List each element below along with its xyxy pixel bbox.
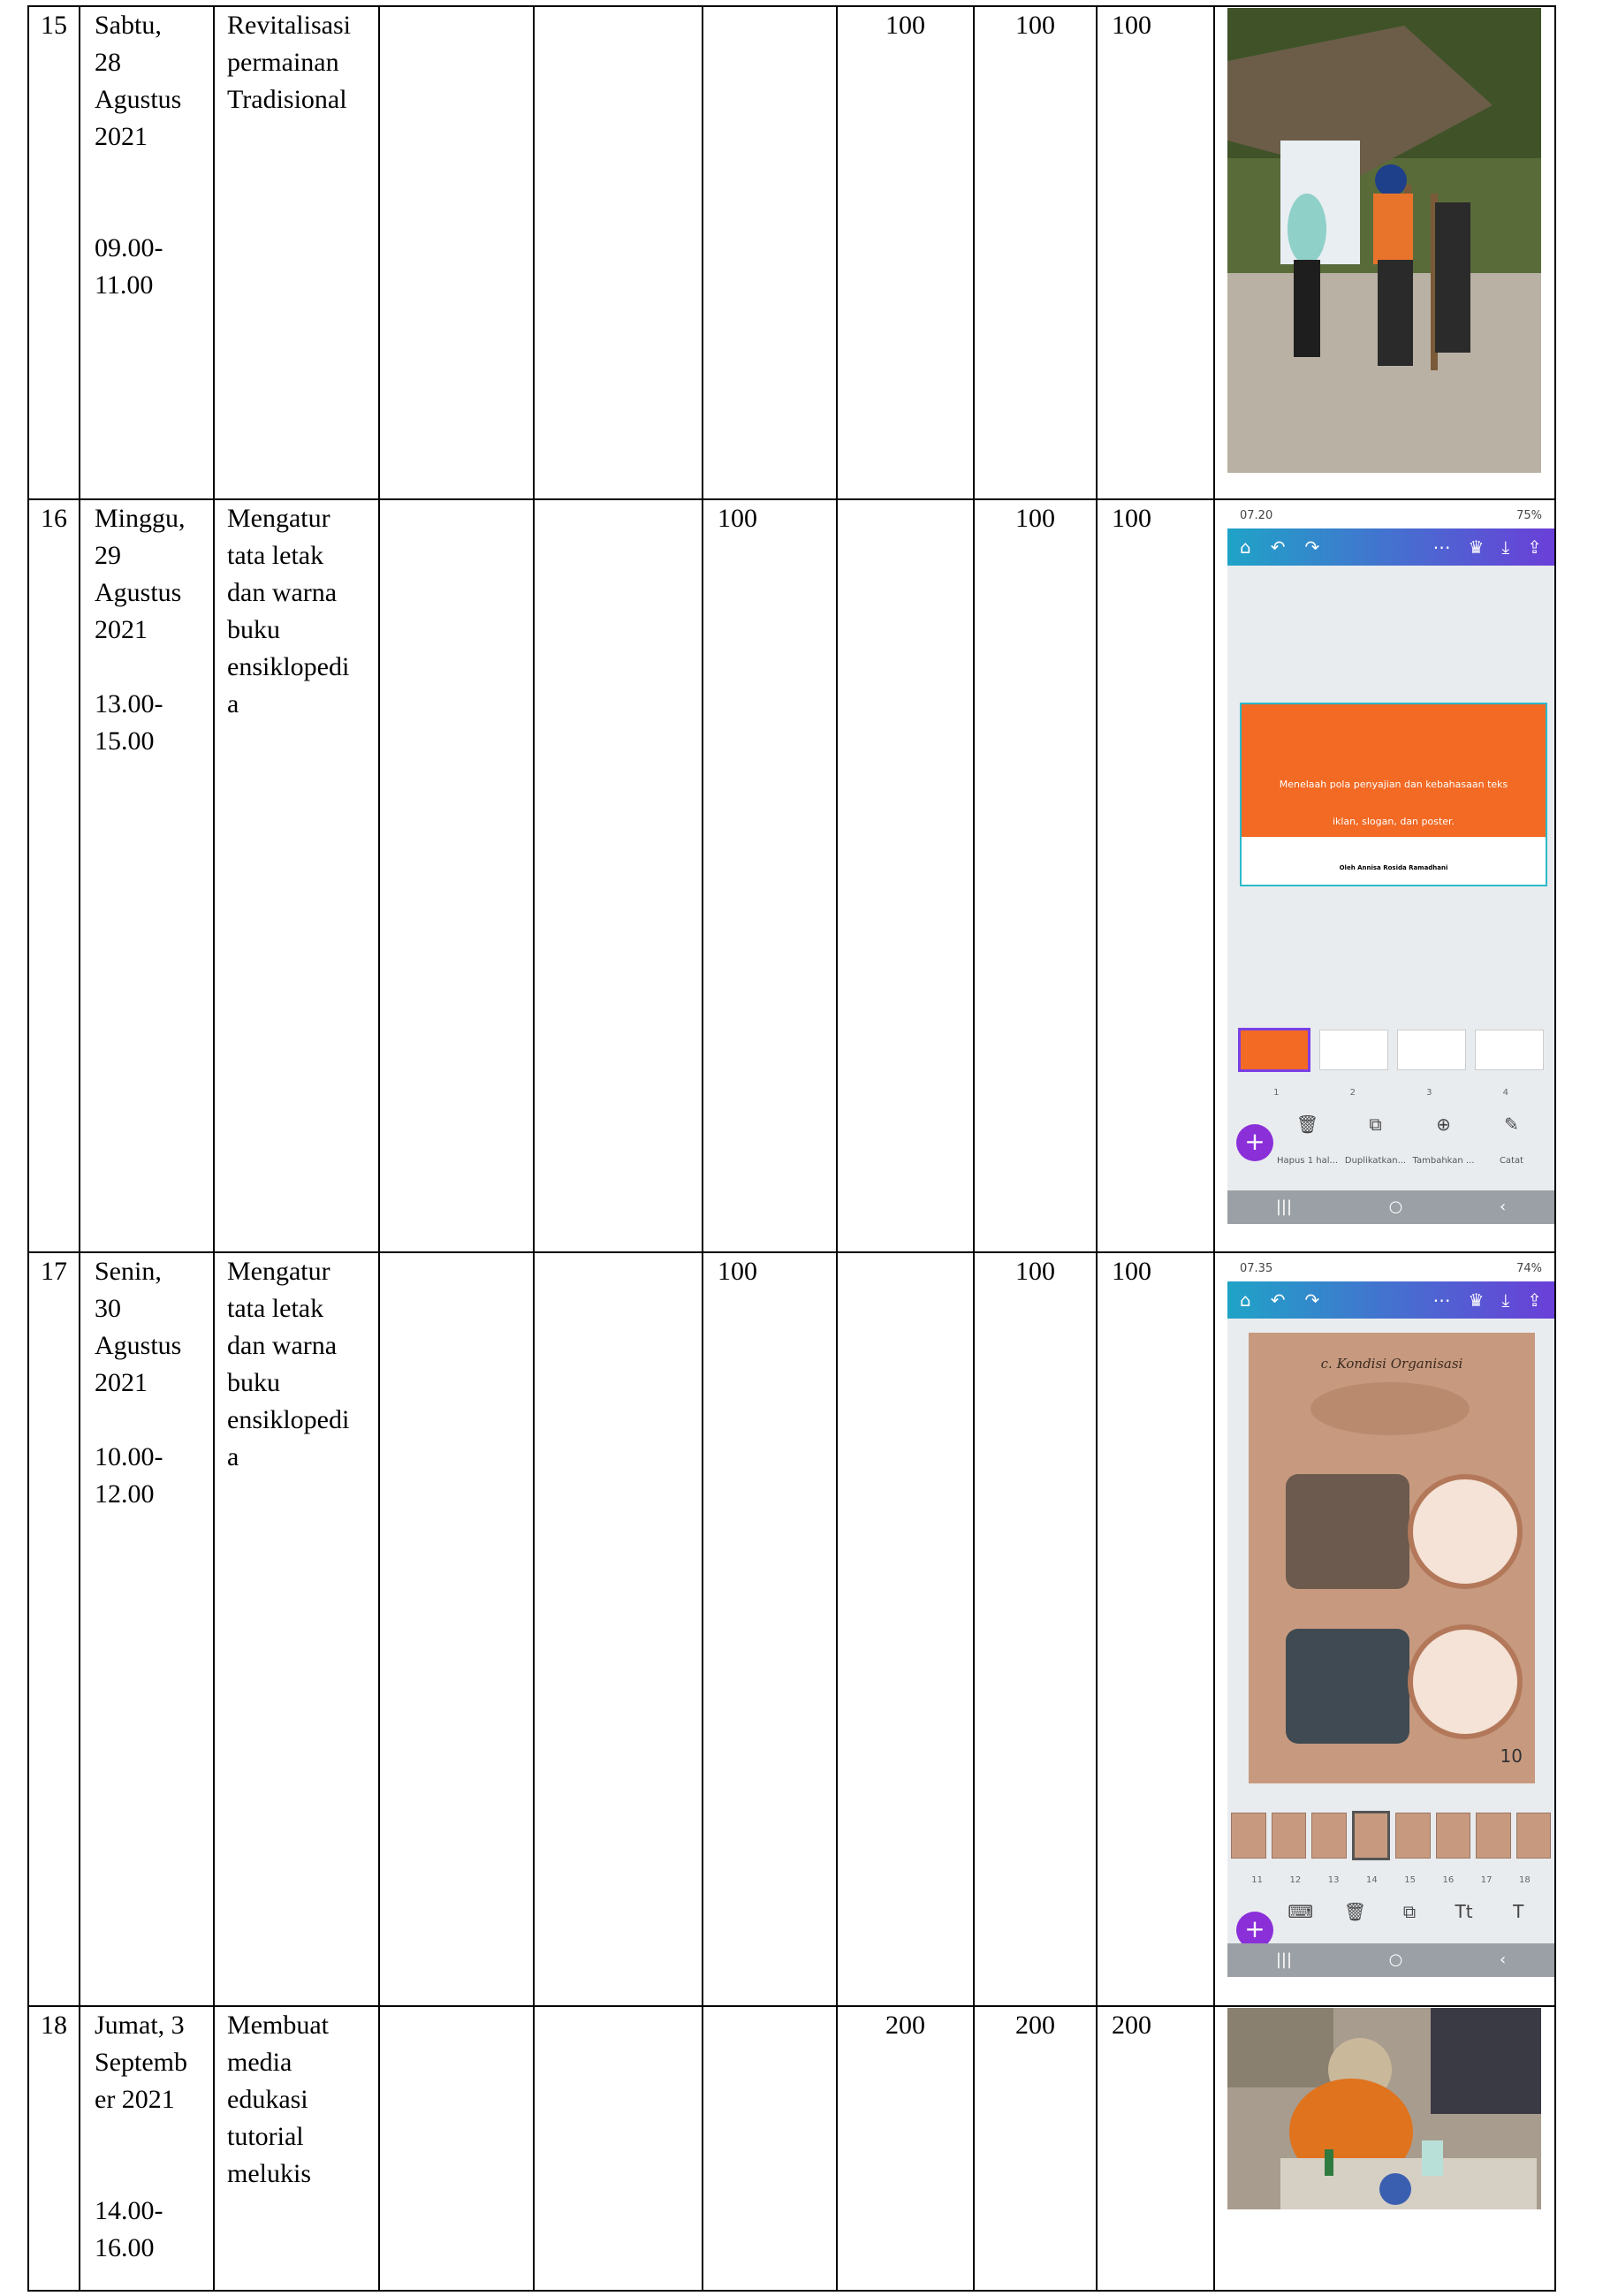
date-line: er 2021 — [95, 2085, 175, 2114]
text-circle — [1408, 1624, 1523, 1739]
page-thumbnail[interactable] — [1395, 1813, 1431, 1859]
page-thumbnail[interactable] — [1238, 1028, 1310, 1072]
value-cell — [703, 2006, 837, 2291]
slide-author: Oleh Annisa Rosida Ramadhani — [1339, 864, 1448, 871]
add-element-button[interactable]: + — [1236, 1912, 1273, 1949]
date-line: Agustus — [95, 578, 182, 607]
activity-line: edukasi — [227, 2085, 308, 2114]
date-cell — [80, 499, 214, 1252]
date-line: 28 — [95, 48, 121, 77]
value-cell: 100 — [703, 1252, 837, 2006]
event-photo — [1286, 1629, 1409, 1744]
activity-cell — [214, 1252, 379, 2006]
time-line: 16.00 — [95, 2233, 155, 2262]
download-icon[interactable]: ⤓ — [1501, 1289, 1510, 1311]
activity-line: Mengatur — [227, 504, 330, 533]
back-icon[interactable]: ‹ — [1499, 1197, 1507, 1216]
activity-line: a — [227, 689, 239, 718]
activity-line: tata letak — [227, 541, 324, 570]
page-thumbnail[interactable] — [1231, 1813, 1266, 1859]
share-icon[interactable]: ⇪ — [1527, 536, 1542, 558]
activity-line: ensiklopedi — [227, 1405, 350, 1434]
value-cell — [534, 499, 703, 1252]
documentation-cell — [1214, 1252, 1555, 2006]
date-line: Senin, — [95, 1257, 162, 1286]
activity-line: media — [227, 2048, 292, 2077]
date-line: Minggu, — [95, 504, 186, 533]
slide-title: Menelaah pola penyajian dan kebahasaan teks iklan, slogan, dan poster. — [1279, 779, 1508, 827]
row-number: 16 — [28, 499, 80, 1252]
activity-cell — [214, 6, 379, 499]
activity-line: Membuat — [227, 2011, 329, 2040]
duplicate-page-button[interactable]: ⧉ Duplikatkan... — [1341, 1106, 1409, 1180]
value-cell: 200 — [837, 2006, 974, 2291]
presentation-slide[interactable] — [1240, 703, 1547, 886]
phone-screenshot — [1227, 504, 1554, 1224]
value-cell: 100 — [1097, 6, 1214, 499]
value-cell: 100 — [1097, 1252, 1214, 2006]
add-page-button[interactable]: + — [1236, 1124, 1273, 1161]
activity-line: tutorial — [227, 2122, 304, 2151]
activity-line: buku — [227, 615, 280, 644]
phone-screenshot — [1227, 1257, 1554, 1977]
font-icon: Tt — [1455, 1901, 1473, 1922]
value-cell: 100 — [974, 499, 1097, 1252]
documentation-cell — [1214, 499, 1555, 1252]
add-button[interactable]: ⊕ Tambahkan ... — [1409, 1106, 1477, 1180]
page-thumbnails — [1227, 1025, 1554, 1075]
recents-icon[interactable]: ||| — [1275, 1950, 1293, 1969]
undo-icon[interactable]: ↶ — [1270, 536, 1286, 558]
page-numbers: 1 2 3 4 — [1273, 1088, 1508, 1098]
slide-title: c. Kondisi Organisasi — [1320, 1356, 1463, 1372]
back-icon[interactable]: ‹ — [1499, 1950, 1507, 1969]
status-bar: 07.20 75% — [1227, 504, 1554, 528]
date-line: 2021 — [95, 122, 148, 151]
redo-icon[interactable]: ↷ — [1304, 536, 1320, 558]
activity-line: dan warna — [227, 578, 338, 607]
date-line: Sabtu, — [95, 11, 162, 40]
page-thumbnail[interactable] — [1475, 1030, 1544, 1070]
date-line: Agustus — [95, 85, 182, 114]
duplicate-icon: ⧉ — [1402, 1901, 1417, 1922]
page-thumbnail[interactable] — [1352, 1811, 1391, 1860]
date-line: 29 — [95, 541, 121, 570]
time-line: 11.00 — [95, 270, 154, 300]
activity-line: dan warna — [227, 1331, 338, 1360]
activity-line: Tradisional — [227, 85, 347, 114]
time-line: 13.00- — [95, 689, 163, 718]
date-line: Septemb — [95, 2048, 187, 2077]
date-line: 30 — [95, 1294, 121, 1323]
activity-cell — [214, 2006, 379, 2291]
text-bubble — [1310, 1382, 1470, 1435]
value-cell — [837, 1252, 974, 2006]
activity-line: ensiklopedi — [227, 652, 350, 681]
activity-line: Mengatur — [227, 1257, 330, 1286]
home-icon[interactable]: ⌂ — [1240, 536, 1251, 558]
time-line: 10.00- — [95, 1442, 163, 1471]
painting-tutorial-photo — [1227, 2008, 1541, 2209]
crown-icon[interactable]: ♛ — [1468, 536, 1485, 558]
activity-line: melukis — [227, 2159, 311, 2188]
value-cell: 100 — [837, 6, 974, 499]
table-row — [28, 2006, 1555, 2291]
activity-log-table — [27, 5, 1556, 2292]
page-numbers: 11 12 13 14 15 16 17 18 — [1251, 1875, 1531, 1885]
text-circle — [1408, 1474, 1523, 1589]
activity-line: permainan — [227, 48, 339, 77]
row-number: 18 — [28, 2006, 80, 2291]
value-cell — [379, 2006, 534, 2291]
download-icon[interactable]: ⤓ — [1501, 536, 1510, 558]
activity-line: a — [227, 1442, 239, 1471]
recents-icon[interactable]: ||| — [1275, 1197, 1293, 1216]
value-cell: 200 — [974, 2006, 1097, 2291]
value-cell — [534, 6, 703, 499]
activity-line: Revitalisasi — [227, 11, 351, 40]
row-number: 15 — [28, 6, 80, 499]
time-line: 09.00- — [95, 233, 163, 262]
value-cell — [534, 2006, 703, 2291]
activity-line: buku — [227, 1368, 280, 1397]
page-thumbnail[interactable] — [1516, 1813, 1552, 1859]
editor-toolbar — [1227, 528, 1554, 566]
bottom-tools — [1227, 1112, 1554, 1174]
undo-icon[interactable]: ↶ — [1270, 1289, 1286, 1311]
row-number: 17 — [28, 1252, 80, 2006]
redo-icon[interactable]: ↷ — [1304, 1289, 1320, 1311]
share-icon[interactable]: ⇪ — [1527, 1289, 1542, 1311]
date-cell — [80, 2006, 214, 2291]
value-cell — [837, 499, 974, 1252]
android-nav-bar — [1227, 1943, 1554, 1977]
delete-page-button[interactable]: 🗑 Hapus 1 hal... — [1273, 1106, 1341, 1180]
time-line: 14.00- — [95, 2196, 163, 2225]
value-cell — [379, 499, 534, 1252]
more-icon[interactable]: ⋯ — [1432, 1289, 1451, 1311]
date-cell — [80, 1252, 214, 2006]
traditional-games-photo — [1227, 8, 1541, 473]
editor-toolbar — [1227, 1281, 1554, 1319]
trash-icon: 🗑 — [1343, 1901, 1367, 1922]
note-icon: ✎ — [1504, 1114, 1519, 1135]
status-bar: 07.35 74% — [1227, 1257, 1554, 1281]
meeting-photo — [1286, 1474, 1409, 1589]
table-row — [28, 6, 1555, 499]
add-icon: ⊕ — [1436, 1114, 1451, 1135]
size-icon: T — [1513, 1901, 1524, 1922]
date-line: Agustus — [95, 1331, 182, 1360]
date-line: Jumat, 3 — [95, 2011, 185, 2040]
page-thumbnail[interactable] — [1436, 1813, 1471, 1859]
date-line: 2021 — [95, 1368, 148, 1397]
page-number: 10 — [1500, 1745, 1523, 1767]
android-nav-bar — [1227, 1190, 1554, 1224]
page-thumbnail[interactable] — [1397, 1030, 1466, 1070]
activity-cell — [214, 499, 379, 1252]
page-thumbnail[interactable] — [1272, 1813, 1307, 1859]
value-cell: 100 — [974, 1252, 1097, 2006]
documentation-cell — [1214, 6, 1555, 499]
more-icon[interactable]: ⋯ — [1432, 536, 1451, 558]
value-cell: 100 — [703, 499, 837, 1252]
page-thumbnail[interactable] — [1311, 1813, 1347, 1859]
value-cell: 100 — [1097, 499, 1214, 1252]
value-cell: 200 — [1097, 2006, 1214, 2291]
duplicate-icon: ⧉ — [1369, 1114, 1382, 1135]
value-cell: 100 — [974, 6, 1097, 499]
value-cell — [534, 1252, 703, 2006]
home-icon[interactable]: ⌂ — [1240, 1289, 1251, 1311]
table-row — [28, 1252, 1555, 2006]
table-row — [28, 499, 1555, 1252]
value-cell — [379, 1252, 534, 2006]
date-cell — [80, 6, 214, 499]
page-thumbnail[interactable] — [1476, 1813, 1511, 1859]
page-thumbnails — [1227, 1809, 1554, 1862]
value-cell — [379, 6, 534, 499]
time-line: 12.00 — [95, 1479, 155, 1509]
time-line: 15.00 — [95, 726, 155, 756]
home-nav-icon[interactable]: ○ — [1388, 1950, 1403, 1969]
notes-button[interactable]: ✎ Catat — [1477, 1106, 1546, 1180]
activity-line: tata letak — [227, 1294, 324, 1323]
keyboard-icon: ⌨ — [1288, 1901, 1314, 1922]
page-thumbnail[interactable] — [1319, 1030, 1388, 1070]
trash-icon: 🗑 — [1295, 1114, 1319, 1135]
presentation-slide[interactable] — [1249, 1333, 1535, 1783]
value-cell — [703, 6, 837, 499]
home-nav-icon[interactable]: ○ — [1388, 1197, 1403, 1216]
date-line: 2021 — [95, 615, 148, 644]
crown-icon[interactable]: ♛ — [1468, 1289, 1485, 1311]
documentation-cell — [1214, 2006, 1555, 2291]
